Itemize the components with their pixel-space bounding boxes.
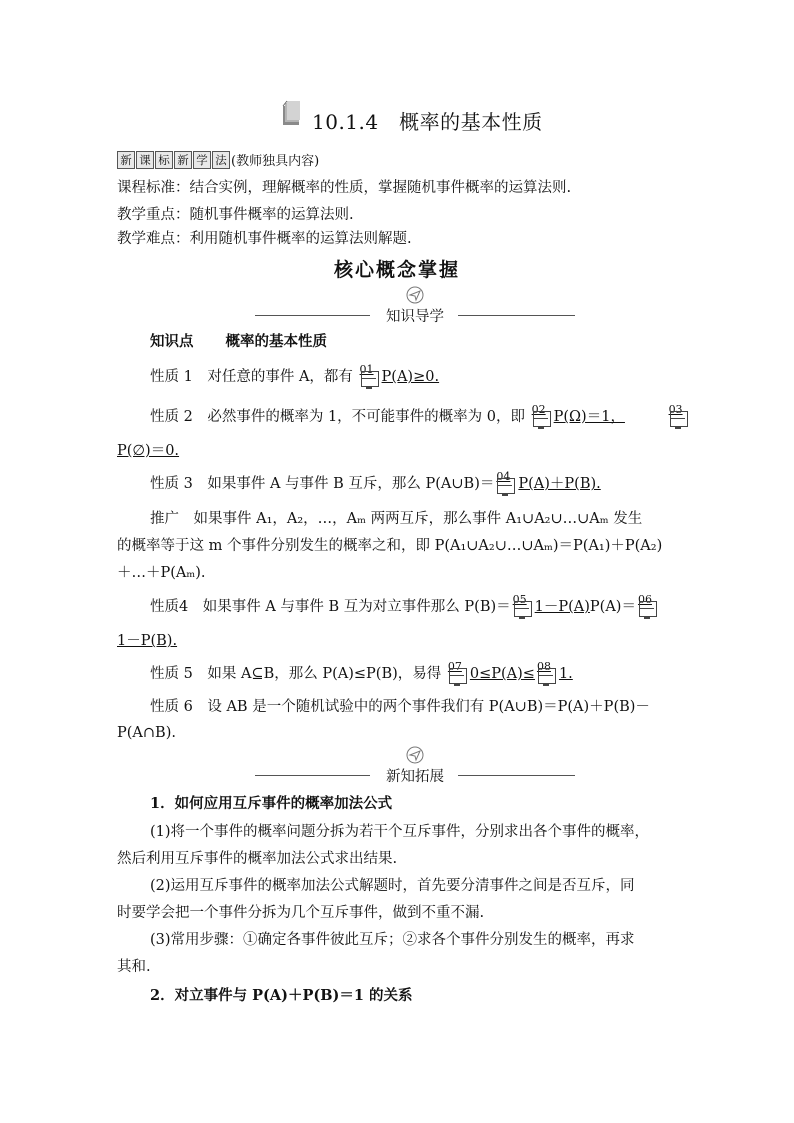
badge-fa: 法 — [212, 151, 230, 169]
property-1 — [150, 363, 440, 387]
property-6 — [150, 697, 650, 717]
kp-title: 概率的基本性质 — [225, 333, 327, 350]
blank-04 — [495, 470, 517, 490]
badge-row — [117, 150, 319, 169]
divider-xinzhi — [255, 746, 575, 786]
q1-line-6: 其和. — [117, 959, 151, 975]
p3-label: 性质 3 — [150, 476, 193, 492]
blank-number: 05 — [512, 593, 527, 606]
book-icon — [280, 100, 302, 126]
q2-title: 2．对立事件与 P(A)＋P(B)＝1 的关系 — [150, 987, 413, 1004]
p4-answer-2: 1－P(B). — [117, 633, 178, 649]
blank-07 — [447, 660, 469, 680]
q1-line-4: 时要学会把一个事件分拆为几个互斥事件，做到不重不漏. — [117, 905, 485, 921]
badge-ke: 课 — [136, 151, 154, 169]
property-3 — [150, 470, 601, 494]
knowledge-point — [150, 332, 327, 352]
p2-label: 性质 2 — [150, 409, 193, 425]
p4-text: 如果事件 A 与事件 B 互为对立事件那么 P(B)＝ — [202, 599, 511, 615]
p1-label: 性质 1 — [150, 369, 193, 385]
blank-number: 08 — [536, 660, 551, 673]
p5-answer-1: 0≤P(A)≤ — [469, 666, 535, 682]
badge-xin2: 新 — [174, 151, 192, 169]
standard-nandian: 教学难点：利用随机事件概率的运算法则解题. — [117, 231, 412, 247]
property-4 — [150, 593, 660, 617]
p3-answer: P(A)＋P(B). — [518, 476, 601, 492]
p1-answer: P(A)≥0. — [381, 369, 440, 385]
q1-line-3: (2)运用互斥事件的概率加法公式解题时，首先要分清事件之间是否互斥，同 — [150, 878, 635, 894]
extension-line-2: 的概率等于这 m 个事件分别发生的概率之和，即 P(A₁∪A₂∪…∪Aₘ)＝P(A₁)＋P(A₂) — [117, 538, 663, 554]
blank-06 — [637, 593, 659, 613]
p2-text: 必然事件的概率为 1，不可能事件的概率为 0，即 — [207, 409, 526, 425]
extension-line-1: 推广 如果事件 A₁，A₂，…，Aₘ 两两互斥，那么事件 A₁∪A₂∪…∪Aₘ 发生 — [150, 511, 643, 527]
property-2 — [150, 403, 691, 427]
p4-answer-1: 1－P(A) — [534, 599, 590, 615]
divider-line-right — [458, 775, 575, 776]
blank-number: 03 — [668, 403, 683, 416]
divider-line-right — [458, 315, 575, 316]
blank-01 — [359, 363, 381, 383]
p6-line-1: 设 AB 是一个随机试验中的两个事件我们有 P(A∪B)＝P(A)＋P(B)－ — [207, 699, 650, 715]
p5-label: 性质 5 — [150, 666, 193, 682]
blank-02 — [531, 403, 553, 423]
blank-number: 04 — [496, 470, 511, 483]
p1-text: 对任意的事件 A，都有 — [207, 369, 353, 385]
q1-line-5: (3)常用步骤：①确定各事件彼此互斥；②求各个事件分别发生的概率，再求 — [150, 932, 635, 948]
p2-answer-1: P(Ω)＝1， — [553, 409, 625, 425]
divider-label: 新知拓展 — [386, 769, 444, 785]
p6-label: 性质 6 — [150, 699, 193, 715]
p5-text: 如果 A⊆B，那么 P(A)≤P(B)，易得 — [207, 666, 442, 682]
divider-label: 知识导学 — [386, 309, 444, 325]
badge-note: (教师独具内容) — [231, 154, 320, 169]
blank-number: 01 — [359, 363, 374, 376]
extension-line-3: ＋…＋P(Aₘ). — [117, 565, 206, 581]
p2-answer-2: P(∅)＝0. — [117, 443, 180, 459]
p5-answer-2: 1. — [558, 666, 573, 682]
q1-title: 1．如何应用互斥事件的概率加法公式 — [150, 795, 393, 812]
page-title: 10.1.4 概率的基本性质 — [312, 110, 543, 134]
p3-text: 如果事件 A 与事件 B 互斥，那么 P(A∪B)＝ — [207, 476, 495, 492]
blank-number: 06 — [637, 593, 652, 606]
p4-mid: P(A)＝ — [589, 599, 636, 615]
p4-label: 性质4 — [150, 599, 189, 615]
section-heading-core: 核心概念掌握 — [333, 259, 460, 281]
blank-number: 02 — [531, 403, 546, 416]
p6-line-2: P(A∩B). — [117, 725, 176, 741]
q1-line-2: 然后利用互斥事件的概率加法公式求出结果. — [117, 851, 398, 867]
badge-xin1: 新 — [117, 151, 135, 169]
blank-05 — [512, 593, 534, 613]
blank-08 — [536, 660, 558, 680]
badge-biao: 标 — [155, 151, 173, 169]
standard-zhongdian: 教学重点：随机事件概率的运算法则. — [117, 207, 354, 223]
standard-kecheng: 课程标准：结合实例，理解概率的性质，掌握随机事件概率的运算法则. — [117, 180, 572, 196]
blank-number: 07 — [447, 660, 462, 673]
badge-xue: 学 — [193, 151, 211, 169]
property-5 — [150, 660, 573, 684]
divider-zhishi — [255, 286, 575, 326]
paper-plane-icon — [405, 746, 425, 764]
kp-label: 知识点 — [150, 333, 194, 350]
q1-line-1: (1)将一个事件的概率问题分拆为若干个互斥事件，分别求出各个事件的概率， — [150, 824, 650, 840]
paper-plane-icon — [405, 286, 425, 304]
blank-03 — [668, 403, 690, 423]
